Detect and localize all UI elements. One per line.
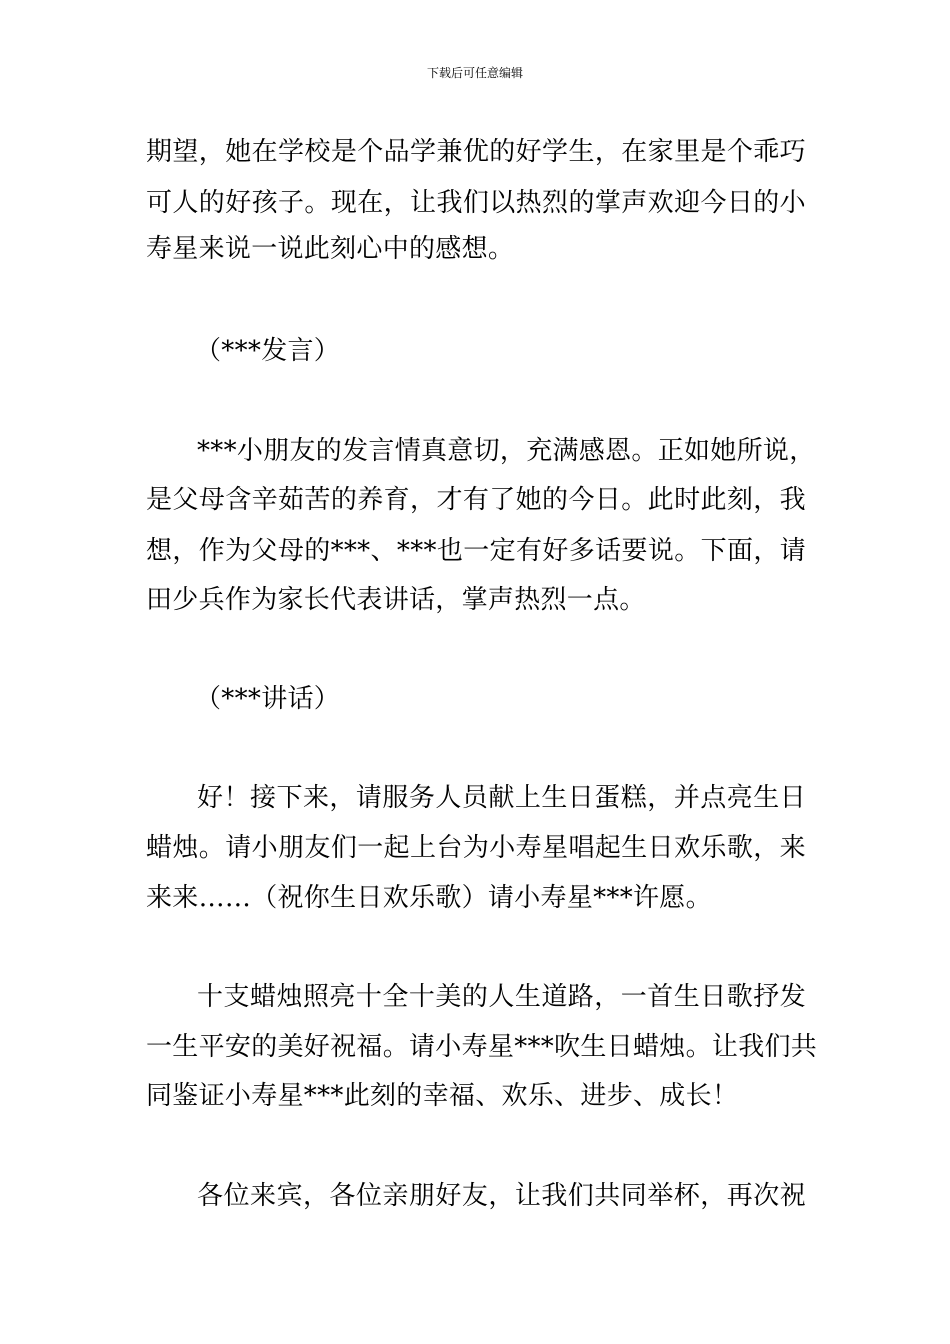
page-header: 下载后可任意编辑 — [426, 66, 523, 80]
paragraph-line: 可人的好孩子。现在，让我们以热烈的掌声欢迎今日的小 — [146, 188, 806, 218]
paragraph-line: 期望，她在学校是个品学兼优的好学生，在家里是个乖巧 — [146, 137, 806, 167]
paragraph-line: 是父母含辛茹苦的养育，才有了她的今日。此时此刻，我 — [146, 485, 806, 515]
paragraph-line: 好！接下来，请服务人员献上生日蛋糕，并点亮生日 — [197, 783, 806, 813]
paragraph-line: 田少兵作为家长代表讲话，掌声热烈一点。 — [146, 585, 646, 615]
paragraph-line: ***小朋友的发言情真意切，充满感恩。正如她所说， — [197, 436, 816, 466]
paragraph-line: 十支蜡烛照亮十全十美的人生道路，一首生日歌抒发 — [197, 982, 806, 1012]
paragraph-line: 各位来宾，各位亲朋好友，让我们共同举杯，再次祝 — [197, 1181, 806, 1211]
paragraph-line: 来来……（祝你生日欢乐歌）请小寿星***许愿。 — [146, 883, 712, 913]
paragraph-line: 寿星来说一说此刻心中的感想。 — [146, 234, 515, 264]
paragraph-line: 一生平安的美好祝福。请小寿星***吹生日蜡烛。让我们共 — [146, 1032, 818, 1062]
stage-direction: （***发言） — [195, 336, 341, 366]
paragraph-line: 蜡烛。请小朋友们一起上台为小寿星唱起生日欢乐歌，来 — [146, 833, 806, 863]
paragraph-line: 想，作为父母的***、***也一定有好多话要说。下面，请 — [146, 536, 806, 566]
paragraph-line: 同鉴证小寿星***此刻的幸福、欢乐、进步、成长！ — [146, 1081, 739, 1111]
stage-direction: （***讲话） — [195, 684, 341, 714]
